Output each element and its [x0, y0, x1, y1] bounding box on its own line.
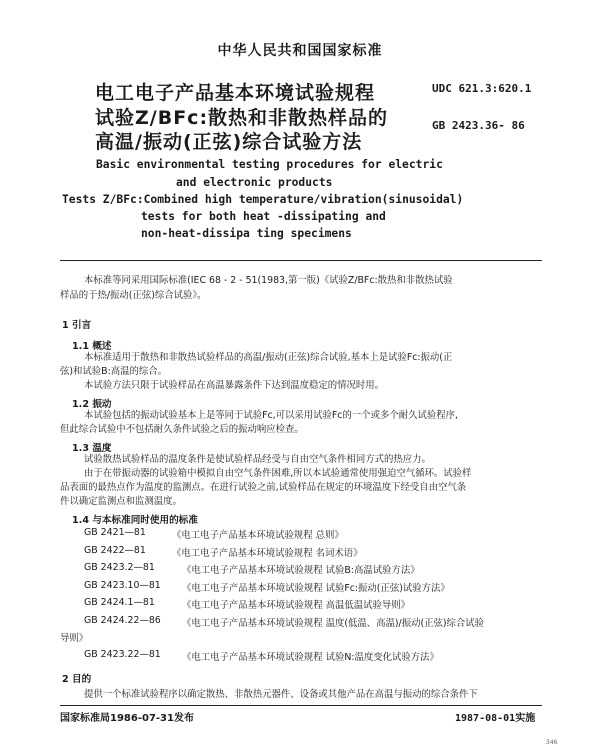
ref-title: 《电工电子产品基本环境试验规程 名词术语》 [172, 548, 363, 559]
title-line-3: 高温/振动(正弦)综合试验方法 [95, 131, 363, 153]
ref-title-continued: 导则》 [60, 633, 89, 644]
ref-title: 《电工电子产品基本环境试验规程 试验Fc:振动(正弦)试验方法》 [182, 583, 450, 594]
section-1-4-heading: 1.4 与本标准同时使用的标准 [72, 515, 198, 526]
page-number: 346 [546, 739, 558, 746]
section-1-heading: 1 引言 [62, 320, 92, 331]
s2-line-1: 提供一个标准试验程序以确定散热、非散热元器件、设备或其他产品在高温与振动的综合条件下 [84, 689, 478, 700]
s11-line-1: 本标准适用于散热和非散热试验样品的高温/振动(正弦)综合试验,基本上是试验Fc:振动(正 [84, 352, 453, 363]
top-rule [60, 260, 542, 261]
ref-title: 《电工电子产品基本环境试验规程 温度(低温、高温)/振动(正弦)综合试验 [182, 618, 485, 629]
english-title-line-1: Basic environmental testing procedures for electric [96, 158, 443, 171]
ref-title: 《电工电子产品基本环境试验规程 总则》 [172, 530, 344, 541]
ref-code: GB 2423.2—81 [84, 562, 155, 573]
bottom-rule [60, 705, 542, 706]
english-title-line-5: non-heat-dissipa ting specimens [141, 227, 352, 240]
ref-code: GB 2421—81 [84, 527, 146, 538]
udc-code: UDC 621.3:620.1 [432, 82, 532, 95]
ref-title: 《电工电子产品基本环境试验规程 高温低温试验导则》 [182, 600, 410, 611]
s13-line-2: 由于在带振动器的试验箱中模拟自由空气条件困难,所以本试验通常使用强迫空气循环。试验样 [84, 468, 472, 479]
standard-type-header: 中华人民共和国国家标准 [217, 43, 383, 59]
title-line-1: 电工电子产品基本环境试验规程 [95, 82, 376, 104]
english-title-line-3: Tests Z/BFc:Combined high temperature/vibration(sinusoidal) [62, 193, 464, 206]
section-2-heading: 2 目的 [62, 674, 92, 685]
intro-line-2: 样品的于热/振动(正弦)综合试验》。 [60, 290, 207, 301]
effective-date: 1987-08-01实施 [455, 713, 536, 724]
s11-line-3: 本试验方法只限于试验样品在高温暴露条件下达到温度稳定的情况时用。 [84, 380, 385, 391]
ref-code: GB 2423.22—81 [84, 649, 161, 660]
intro-line-1: 本标准等同采用国际标准(IEC 68 - 2 - 51(1983,第一版)《试验Z/BFc:散热和非散热试验 [84, 275, 453, 286]
ref-code: GB 2423.10—81 [84, 580, 161, 591]
gb-number: GB 2423.36- 86 [432, 119, 525, 132]
s13-line-4: 件以确定监测点和监测温度。 [60, 496, 182, 507]
s13-line-3: 品表面的最热点作为温度的监测点。在进行试验之前,试验样品在规定的环境温度下经受自由空气条 [60, 482, 467, 493]
s13-line-1: 试验散热试验样品的温度条件是使试验样品经受与自由空气条件相同方式的热应力。 [84, 454, 431, 465]
section-1-3-heading: 1.3 温度 [72, 443, 112, 454]
ref-title: 《电工电子产品基本环境试验规程 试验N:温度变化试验方法》 [182, 652, 439, 663]
s11-line-2: 弦)和试验B:高温的综合。 [60, 366, 167, 377]
ref-code: GB 2424.22—86 [84, 615, 161, 626]
section-1-2-heading: 1.2 振动 [72, 399, 112, 410]
s12-line-2: 但此综合试验中不包括耐久条件试验之后的振动响应检查。 [60, 424, 304, 435]
ref-code: GB 2422—81 [84, 545, 146, 556]
s12-line-1: 本试验包括的振动试验基本上是等同于试验Fc,可以采用试验Fc的一个或多个耐久试验程序, [84, 410, 458, 421]
issued-date: 国家标准局1986-07-31发布 [60, 713, 194, 724]
ref-title: 《电工电子产品基本环境试验规程 试验B:高温试验方法》 [182, 565, 420, 576]
english-title-line-4: tests for both heat -dissipating and [141, 210, 386, 223]
english-title-line-2: and electronic products [176, 176, 333, 189]
section-1-1-heading: 1.1 概述 [72, 341, 112, 352]
title-line-2: 试验Z/BFc:散热和非散热样品的 [95, 107, 389, 129]
ref-code: GB 2424.1—81 [84, 597, 155, 608]
